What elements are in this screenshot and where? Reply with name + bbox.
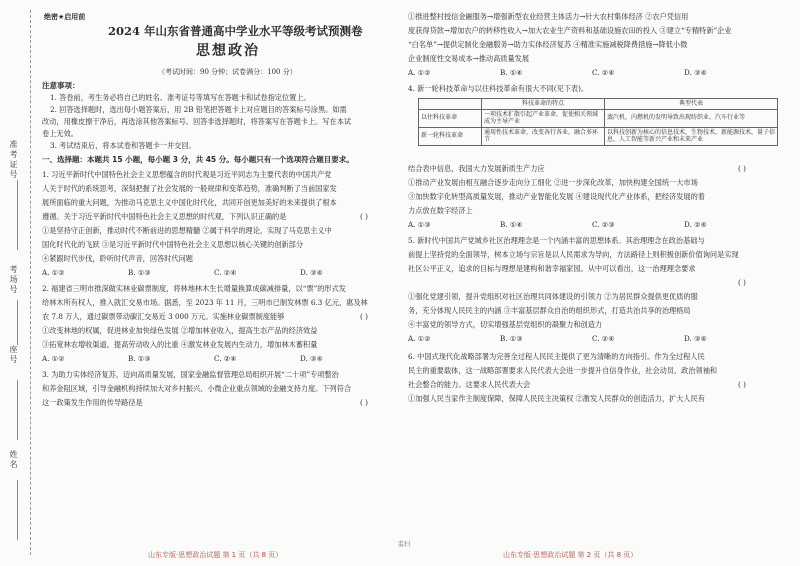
question-2-option: ③拓宽林农增收渠道，提高劳动收入的比重 ④激发林业发展内生动力，增加林木蓄积量 [42, 340, 318, 349]
question-5-line: 社区公平正义，追求的目标与理想是建构和谐幸福家园。从中可以看出，这一治理理念要求 [408, 264, 696, 273]
question-4-option: ①推动产业发展由相互融合逐步走向分工细化 ②进一步深化改革，加快构建全国统一大市场 [408, 178, 698, 187]
question-5-option: ④丰富党的领导方式，切实增强基层党组织的凝聚力和创造力 [408, 320, 603, 329]
question-2-line: 农 7.8 万人，通过碳票带动碳汇交易近 3 000 万元。实施林业碳票制度能够 [42, 312, 285, 321]
table-cell: 通用性技术革命，改变各行各业，融合多环节 [482, 127, 605, 145]
question-6-answer-paren: ( ) [738, 380, 746, 389]
question-1-choice-a: A. ①② [42, 268, 65, 277]
question-1-option: 国化时代化的飞跃 ③是习近平新时代中国特色社会主义思想以核心关键的创新部分 [42, 240, 304, 249]
table-cell: 以往科技革命 [419, 109, 482, 127]
question-3-line: 3. 为助力实体经济复苏，迈向高质量发展，国家金融监督管理总局组织开展“二十项”专项整治 [42, 370, 339, 379]
question-5-choice-c: C. ②④ [592, 334, 615, 343]
question-2-choice-a: A. ①② [42, 354, 65, 363]
question-3-answer-paren: ( ) [360, 398, 368, 407]
note-line: 改动，用橡皮擦干净后，再选涂其他答案标号。回答非选择题时，将答案写在答题卡上。写在本试 [42, 117, 352, 126]
question-4-choice-c: C. ②③ [592, 220, 615, 229]
question-3-choice-b: B. ①④ [500, 68, 523, 77]
page-2 [408, 0, 792, 566]
scan-mark: 监扫 [398, 541, 411, 548]
note-line: 2. 回答选择题时，选出每小题答案后，用 2B 铅笔把答题卡上对应题目的答案标号涂黑。如需 [50, 105, 347, 114]
margin-blank-exam-number [17, 180, 18, 250]
secret-label: 绝密★启用前 [44, 13, 86, 21]
table-cell: 以科技创新为核心的信息技术，生物技术，新能源技术，量子信息，人工智能等新兴产业和未来产业 [605, 127, 778, 145]
question-6-line: 6. 中国式现代化战略部署为完善全过程人民民主提供了更为清晰的方向指引。作为全过程人民 [408, 352, 705, 361]
tech-revolution-table [418, 98, 778, 146]
question-3-option: ①推进整村授信金融服务→增强新型农业经营主体活力→针大农村集体经济 ②农户凭信用 [408, 12, 689, 21]
question-4-option: 力点放在数字经济上 [408, 206, 473, 215]
question-4-choice-d: D. ②④ [684, 220, 707, 229]
margin-blank-name [17, 480, 18, 540]
question-1-line: 遵循。关于习近平新时代中国特色社会主义思想的时代观，下列认识正确的是 [42, 212, 287, 221]
question-6-line: 社会整合的能力。这要求人民代表大会 [408, 380, 531, 389]
exam-title: 2024 年山东省普通高中学业水平等级考试预测卷 [108, 24, 363, 38]
binding-dash-line [30, 10, 31, 555]
question-5-answer-paren: ( ) [738, 278, 746, 287]
question-1-line: 人关于时代的系统思考，深刻把握了社会发展的一般规律和变革趋势，准确判断了当前国家发 [42, 184, 337, 193]
page-1-footer: 山东专版·思想政治试题 第 1 页（共 8 页） [148, 551, 283, 559]
table-header-cell: 科技革命的特点 [482, 99, 605, 110]
subject-title: 思想政治 [196, 43, 260, 59]
question-1-option: ①是坚持守正创新，推动时代不断前进的思想精髓 ②属于科学的理论，实现了马克思主义中 [42, 226, 332, 235]
question-4-line: 4. 新一轮科技革命与以往科技革命有很大不同(见下表)。 [408, 84, 589, 93]
margin-blank-room [17, 300, 18, 345]
table-cell: 蒸汽机，内燃机的发明导致出现纺织业、汽车行业等 [605, 109, 778, 127]
question-5-choice-d: D. ③④ [684, 334, 707, 343]
question-1-choice-d: D. ③④ [300, 268, 323, 277]
question-3-line: 和养金阻区域，引导金融机构持续加大对乡村振兴、小微企业重点领域的金融支持力度。下列符合 [42, 384, 352, 393]
question-1-choice-c: C. ②④ [214, 268, 237, 277]
question-4-line: 结合表中信息，我国大力发展新质生产力应 [408, 164, 545, 173]
question-3-choice-d: D. ③④ [684, 68, 707, 77]
question-3-option: 度获得贷款→增加农户的转移性收入→加大农业生产资料和基础设施农田的投入 ③建立“专精特新”企业 [408, 26, 732, 35]
question-3-choice-c: C. ②④ [592, 68, 615, 77]
table-row [419, 109, 778, 127]
question-5-line: 5. 新时代中国共产党城乡社区治理理念是一个内涵丰富的思想体系。其治理理念在政治基础与 [408, 236, 705, 245]
question-2-choice-c: C. ②④ [214, 354, 237, 363]
exam-info: （考试时间：90 分钟；试卷满分：100 分） [158, 68, 297, 76]
question-1-answer-paren: ( ) [360, 212, 368, 221]
question-6-line: 民主的重要载体，这一战略部署要求人民代表大会进一步提升自信身作业，社会动员、政治领袖和 [408, 366, 718, 375]
margin-label-name: 姓名 [9, 450, 18, 470]
question-4-choice-a: A. ①③ [408, 220, 431, 229]
question-5-choice-a: A. ①② [408, 334, 431, 343]
page-2-footer: 山东专版·思想政治试题 第 2 页（共 8 页） [503, 551, 638, 559]
margin-label-seat: 座号 [9, 345, 18, 365]
table-header-cell [419, 99, 482, 110]
question-4-option: ③加快数字化转型高质量发展，推动产业智能化发展 ④建设现代化产业体系，把经济发展的着 [408, 192, 705, 201]
question-4-choice-b: B. ①④ [500, 220, 523, 229]
question-1-line: 展所面临的重大问题，为推动马克思主义中国化时代化，共同开创更加美好的未来提供了根本 [42, 198, 337, 207]
note-line: 1. 答卷前，考生务必将自己的姓名、准考证号等填写在答题卡和试卷指定位置上。 [50, 93, 311, 102]
table-row [419, 127, 778, 145]
question-3-choice-a: A. ①② [408, 68, 431, 77]
question-5-choice-b: B. ①③ [500, 334, 523, 343]
question-2-option: ①改变林地的权属，促进林业加快绿色发展 ②增加林业收入，提高生态产品的经济效益 [42, 326, 318, 335]
question-6-option: ①加强人民当家作主制度保障，保障人民民主决策权 ②激发人民群众的创造活力，扩大人民有 [408, 394, 705, 403]
margin-label-exam-number: 准考证号 [9, 140, 18, 180]
table-cell: 一项技术扩散引起产业革命，促使相关领域成为主导产业 [482, 109, 605, 127]
question-5-line: 前提上坚持党的全面领导，树本立场与宗旨是以人民需求为导向，方法路径上则积极创新价值询问是实现 [408, 250, 739, 259]
question-2-answer-paren: ( ) [360, 312, 368, 321]
question-4-answer-paren: ( ) [738, 164, 746, 173]
notes-heading: 注意事项： [42, 81, 80, 90]
question-1-option: ④紧跟时代步伐，聆听时代声音，回答时代问题 [42, 254, 193, 263]
page-1 [38, 0, 398, 566]
binding-margin [0, 0, 36, 566]
section-heading: 一、选择题：本题共 15 小题，每小题 3 分，共 45 分。每小题只有一个选项符合题目要求。 [42, 155, 354, 164]
question-3-option: “白名单”→提供定制化金融服务→助力实体经济复苏 ④精准实施减税降费措施→降低小微 [408, 40, 688, 49]
question-2-line: 2. 福建省三明市推深做实林业碳票制度，将林地林木生长增量换算成碳减排量，以“票”的形式发 [42, 284, 346, 293]
question-2-choice-b: B. ①③ [128, 354, 151, 363]
table-header-cell: 典型代表 [605, 99, 778, 110]
table-header-row [419, 99, 778, 110]
question-2-line: 给林木所有权人，推入就汇交易市场。据悉，至 2023 年 11 月，三明市已制发林票 6.3 亿元，惠及林 [42, 298, 368, 307]
question-2-choice-d: D. ③④ [300, 354, 323, 363]
margin-label-room: 考场号 [9, 265, 18, 295]
question-1-line: 1. 习近平新时代中国特色社会主义思想蕴含的时代观是习近平同志为主要代表的中国共产党 [42, 170, 332, 179]
question-5-option: 务，充分体现人民民主的内涵 ③丰富基层群众自治的组织形式，打造共治共享的治理格局 [408, 306, 691, 315]
question-3-option: 企业制度性交易成本→推动高质量发展 [408, 54, 530, 63]
note-line: 3. 考试结束后，将本试卷和答题卡一并交回。 [50, 141, 196, 150]
note-line: 卷上无效。 [42, 129, 78, 138]
margin-blank-seat [17, 380, 18, 440]
question-3-line: 这一政策发生作用的传导路径是 [42, 398, 143, 407]
question-1-choice-b: B. ①③ [128, 268, 151, 277]
question-5-option: ①强化党建引领，提升党组织对社区治理共同体建设的引领力 ②为居民群众提供更优质的服 [408, 292, 698, 301]
table-cell: 新一轮科技革命 [419, 127, 482, 145]
